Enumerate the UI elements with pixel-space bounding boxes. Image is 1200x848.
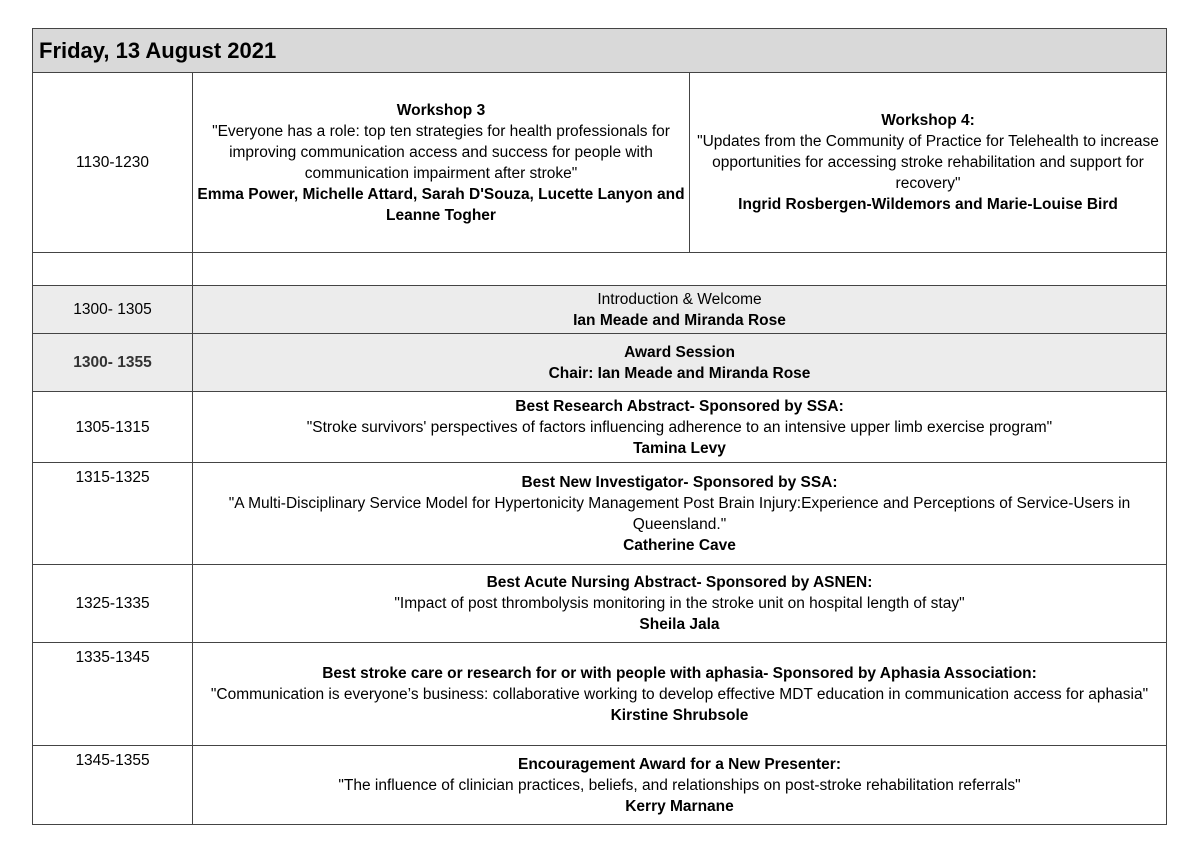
award-session-row <box>33 334 1167 392</box>
spacer-row <box>33 253 1167 286</box>
session-title: Introduction & Welcome <box>597 290 762 308</box>
time-cell: 1130-1230 <box>33 73 193 253</box>
session-cell <box>193 392 1167 463</box>
empty-cell <box>193 253 1167 286</box>
session-cell <box>193 643 1167 746</box>
session-heading: Award Session <box>624 343 735 361</box>
session-heading: Encouragement Award for a New Presenter: <box>517 755 841 773</box>
session-chair: Chair: Ian Meade and Miranda Rose <box>548 364 811 382</box>
session-cell <box>193 334 1167 392</box>
session-presenters: Ingrid Rosbergen-Wildemors and Marie-Louise Bird <box>738 196 1118 213</box>
workshop-row <box>33 73 1167 253</box>
session-presenters: Catherine Cave <box>623 536 736 554</box>
session-heading: Best Acute Nursing Abstract- Sponsored by ASNEN: <box>486 574 873 591</box>
session-heading: Workshop 4: <box>881 112 975 129</box>
session-presenters: Sheila Jala <box>639 616 720 633</box>
day-header-row <box>33 29 1167 73</box>
time-cell: 1305-1315 <box>33 392 193 463</box>
session-title: "Impact of post thrombolysis monitoring in the stroke unit on hospital length of stay" <box>394 595 965 612</box>
session-title: "Stroke survivors' perspectives of factors influencing adherence to an intensive upper limb exercise program" <box>306 418 1053 436</box>
session-title: "Communication is everyone’s business: collaborative working to develop effective MDT education in communication access for aphasia" <box>210 685 1149 703</box>
session-cell <box>193 746 1167 825</box>
session-presenters: Ian Meade and Miranda Rose <box>573 311 786 329</box>
session-heading: Workshop 3 <box>396 101 486 119</box>
time-cell: 1300- 1355 <box>33 334 193 392</box>
session-cell <box>193 286 1167 334</box>
time-cell: 1335-1345 <box>33 643 193 746</box>
empty-cell <box>33 253 193 286</box>
session-heading: Best Research Abstract- Sponsored by SSA: <box>515 397 844 415</box>
award-row <box>33 746 1167 825</box>
session-presenters: Emma Power, Michelle Attard, Sarah D'Souza, Lucette Lanyon and Leanne Togher <box>197 185 685 224</box>
session-cell <box>193 463 1167 565</box>
session-title: "Updates from the Community of Practice for Telehealth to increase opportunities for accessing stroke rehabilitation and support for recovery" <box>697 133 1159 192</box>
session-heading: Best stroke care or research for or with people with aphasia- Sponsored by Aphasia Association: <box>322 664 1037 682</box>
time-cell: 1300- 1305 <box>33 286 193 334</box>
session-title: "The influence of clinician practices, beliefs, and relationships on post-stroke rehabilitation referrals" <box>338 776 1021 794</box>
session-presenters: Tamina Levy <box>633 439 726 457</box>
day-header: Friday, 13 August 2021 <box>33 29 1167 73</box>
workshop-4-cell <box>690 73 1167 253</box>
time-cell: 1345-1355 <box>33 746 193 825</box>
session-heading: Best New Investigator- Sponsored by SSA: <box>521 473 838 491</box>
session-title: "A Multi-Disciplinary Service Model for Hypertonicity Management Post Brain Injury:Experience and Perceptions of Service-Users in Queensland." <box>228 494 1131 533</box>
award-row <box>33 392 1167 463</box>
award-row <box>33 463 1167 565</box>
session-presenters: Kerry Marnane <box>625 797 734 815</box>
intro-row <box>33 286 1167 334</box>
time-cell: 1325-1335 <box>33 565 193 643</box>
session-title: "Everyone has a role: top ten strategies for health professionals for improving communication access and success for people with communication impairment after stroke" <box>212 122 670 182</box>
workshop-3-cell <box>193 73 690 253</box>
time-cell: 1315-1325 <box>33 463 193 565</box>
schedule-table <box>32 28 1167 825</box>
session-cell <box>193 565 1167 643</box>
award-row <box>33 565 1167 643</box>
session-presenters: Kirstine Shrubsole <box>610 706 749 724</box>
award-row <box>33 643 1167 746</box>
